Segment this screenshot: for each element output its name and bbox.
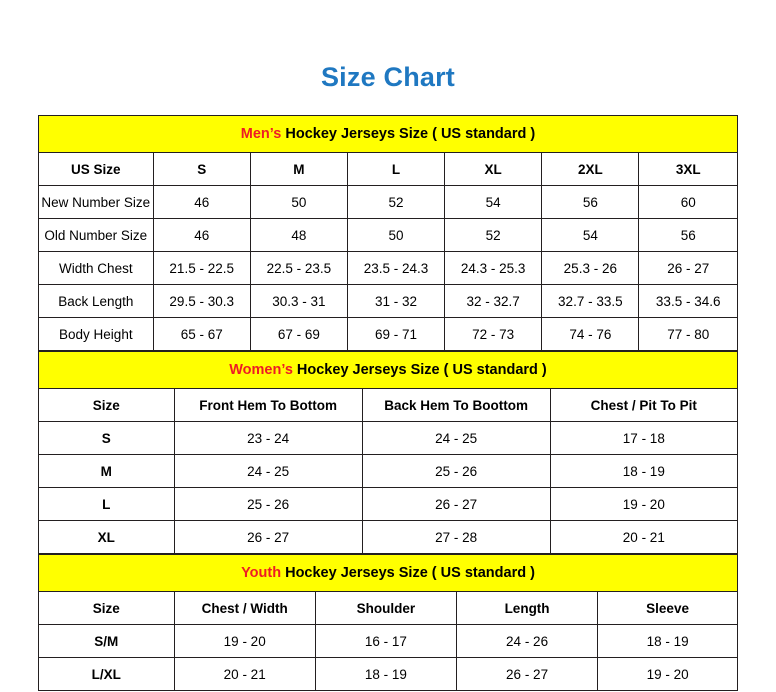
youth-section-banner [39, 555, 738, 592]
table-cell: 22.5 - 23.5 [250, 252, 347, 285]
table-cell: 56 [542, 186, 639, 219]
youth-header-cell: Size [39, 592, 175, 625]
table-cell: 26 - 27 [362, 488, 550, 521]
table-cell: 74 - 76 [542, 318, 639, 351]
table-row [39, 219, 738, 252]
row-label: New Number Size [39, 186, 154, 219]
table-cell: 50 [250, 186, 347, 219]
table-cell: 17 - 18 [550, 422, 737, 455]
table-cell: 46 [153, 186, 250, 219]
table-cell: 26 - 27 [639, 252, 738, 285]
mens-section-banner [39, 116, 738, 153]
table-cell: 52 [445, 219, 542, 252]
table-cell: 67 - 69 [250, 318, 347, 351]
table-cell: 50 [347, 219, 444, 252]
mens-banner-cell [39, 116, 738, 153]
mens-header-cell: US Size [39, 153, 154, 186]
womens-banner-rest: Hockey Jerseys Size ( US standard ) [292, 362, 547, 378]
table-cell: 31 - 32 [347, 285, 444, 318]
youth-header-row [39, 592, 738, 625]
youth-banner-accent: Youth [241, 565, 282, 581]
table-cell: 19 - 20 [550, 488, 737, 521]
table-row [39, 488, 738, 521]
row-label: Old Number Size [39, 219, 154, 252]
womens-header-cell: Chest / Pit To Pit [550, 389, 737, 422]
table-row [39, 625, 738, 658]
table-cell: 29.5 - 30.3 [153, 285, 250, 318]
mens-size-table [38, 115, 738, 351]
table-cell: 46 [153, 219, 250, 252]
table-cell: 21.5 - 22.5 [153, 252, 250, 285]
womens-header-cell: Size [39, 389, 175, 422]
youth-banner-cell [39, 555, 738, 592]
table-cell: 24 - 25 [362, 422, 550, 455]
table-cell: 60 [639, 186, 738, 219]
table-cell: 20 - 21 [550, 521, 737, 554]
table-row [39, 252, 738, 285]
table-cell: 65 - 67 [153, 318, 250, 351]
table-cell: 16 - 17 [315, 625, 456, 658]
womens-banner-accent: Women’s [229, 362, 293, 378]
mens-banner-rest: Hockey Jerseys Size ( US standard ) [281, 126, 536, 142]
table-cell: 24 - 26 [456, 625, 597, 658]
table-row [39, 285, 738, 318]
mens-header-row [39, 153, 738, 186]
table-cell: 18 - 19 [598, 625, 738, 658]
womens-header-cell: Back Hem To Boottom [362, 389, 550, 422]
table-cell: 54 [445, 186, 542, 219]
table-row [39, 455, 738, 488]
table-row [39, 422, 738, 455]
mens-banner-accent: Men’s [240, 126, 282, 142]
page-title: Size Chart [320, 62, 456, 92]
womens-size-table [38, 351, 738, 554]
mens-header-cell: S [153, 153, 250, 186]
womens-header-cell: Front Hem To Bottom [174, 389, 362, 422]
table-cell: 19 - 20 [174, 625, 315, 658]
mens-header-cell: 2XL [542, 153, 639, 186]
table-cell: 18 - 19 [550, 455, 737, 488]
row-label: S [39, 422, 175, 455]
womens-banner-cell [39, 352, 738, 389]
youth-banner-rest: Hockey Jerseys Size ( US standard ) [281, 565, 535, 581]
table-cell: 48 [250, 219, 347, 252]
table-cell: 26 - 27 [174, 521, 362, 554]
table-cell: 18 - 19 [315, 658, 456, 691]
table-cell: 54 [542, 219, 639, 252]
row-label: XL [39, 521, 175, 554]
youth-header-cell: Length [456, 592, 597, 625]
table-cell: 25 - 26 [174, 488, 362, 521]
womens-section-banner [39, 352, 738, 389]
mens-header-cell: XL [445, 153, 542, 186]
mens-header-cell: L [347, 153, 444, 186]
table-cell: 24 - 25 [174, 455, 362, 488]
table-cell: 23 - 24 [174, 422, 362, 455]
mens-header-cell: M [250, 153, 347, 186]
youth-header-cell: Shoulder [315, 592, 456, 625]
row-label: L [39, 488, 175, 521]
row-label: L/XL [39, 658, 175, 691]
table-cell: 52 [347, 186, 444, 219]
table-cell: 27 - 28 [362, 521, 550, 554]
youth-header-cell: Chest / Width [174, 592, 315, 625]
row-label: S/M [39, 625, 175, 658]
row-label: Body Height [39, 318, 154, 351]
youth-header-cell: Sleeve [598, 592, 738, 625]
table-cell: 25 - 26 [362, 455, 550, 488]
table-row [39, 318, 738, 351]
table-cell: 32 - 32.7 [445, 285, 542, 318]
table-cell: 56 [639, 219, 738, 252]
table-cell: 32.7 - 33.5 [542, 285, 639, 318]
table-row [39, 186, 738, 219]
table-cell: 26 - 27 [456, 658, 597, 691]
table-cell: 23.5 - 24.3 [347, 252, 444, 285]
table-cell: 25.3 - 26 [542, 252, 639, 285]
youth-size-table [38, 554, 738, 691]
table-cell: 33.5 - 34.6 [639, 285, 738, 318]
row-label: Back Length [39, 285, 154, 318]
table-cell: 24.3 - 25.3 [445, 252, 542, 285]
table-cell: 69 - 71 [347, 318, 444, 351]
table-cell: 30.3 - 31 [250, 285, 347, 318]
size-tables [38, 115, 738, 691]
womens-header-row [39, 389, 738, 422]
row-label: M [39, 455, 175, 488]
table-row [39, 521, 738, 554]
mens-header-cell: 3XL [639, 153, 738, 186]
row-label: Width Chest [39, 252, 154, 285]
table-cell: 77 - 80 [639, 318, 738, 351]
table-cell: 20 - 21 [174, 658, 315, 691]
table-cell: 19 - 20 [598, 658, 738, 691]
table-row [39, 658, 738, 691]
table-cell: 72 - 73 [445, 318, 542, 351]
